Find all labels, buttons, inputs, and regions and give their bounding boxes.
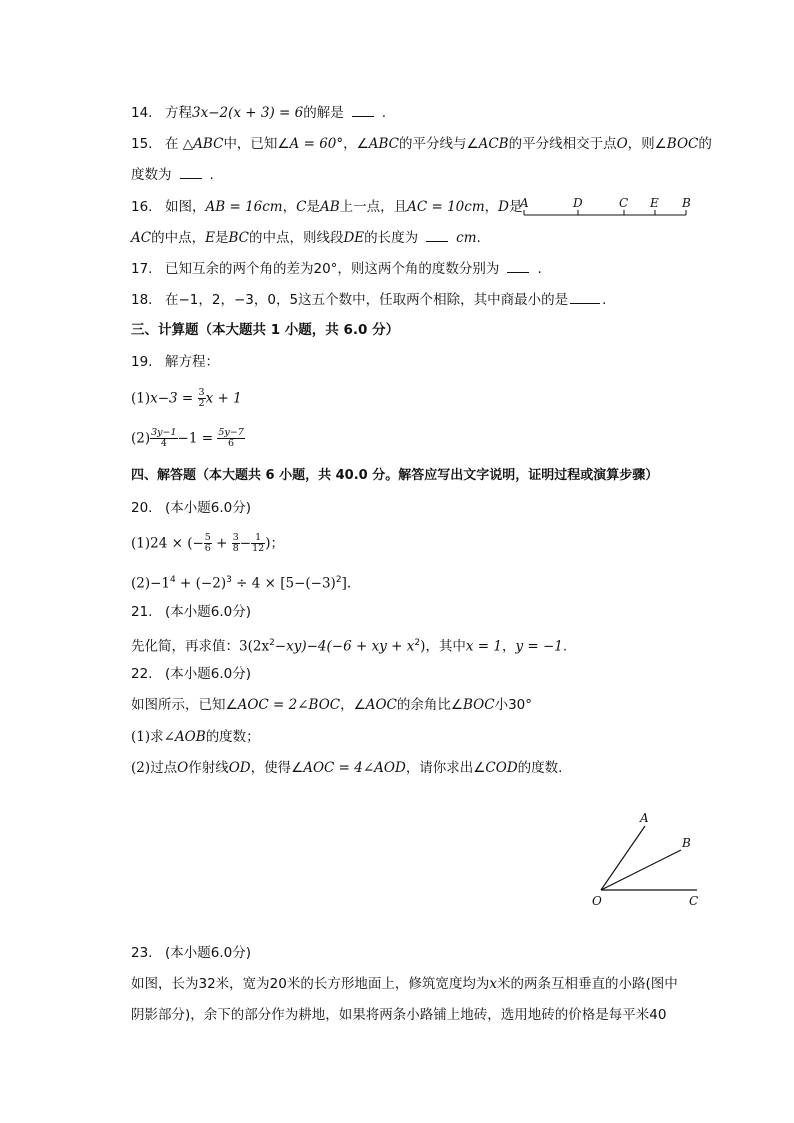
question-23-title: 23. (本小题6.0分): [131, 945, 252, 961]
question-23-line-2: 阴影部分)，余下的部分作为耕地，如果将两条小路铺上地砖，选用地砖的价格是每平米40: [131, 1007, 667, 1023]
fraction: $\frac{3}{2}$: [198, 387, 205, 409]
answer-blank[interactable]: [180, 166, 202, 179]
section-3-heading: 三、计算题（本大题共 1 小题，共 6.0 分）: [131, 322, 400, 338]
label-c: C: [689, 894, 699, 908]
question-21-body: 先化简，再求值：$3(2x^2-xy)-4(-6$ + xy + $x^2$)，其中x = 1，y = −1.: [131, 638, 568, 655]
fraction: $\frac{5y-7}{6}$: [218, 427, 244, 449]
answer-blank[interactable]: [570, 291, 600, 304]
question-19-title: 19. 解方程：: [131, 354, 219, 370]
question-16-line-1: 16. 如图，AB = 16cm，C是AB上一点，且AC = 10cm，D是: [131, 199, 523, 215]
question-15-line-2: 度数为 .: [131, 167, 214, 183]
label-d: D: [573, 196, 583, 210]
question-15-line-1: 15. 在 △ABC中，已知∠A = 60°，∠ABC的平分线与∠ACB的平分线相交于点O，则∠BOC的: [131, 136, 712, 152]
question-23-line-1: 如图，长为32米，宽为20米的长方形地面上，修筑宽度均为x米的两条互相垂直的小路(图中: [131, 976, 678, 992]
label-c: C: [619, 196, 629, 210]
label-b: B: [682, 196, 691, 210]
ray-oa: [601, 826, 645, 890]
question-20-part-1: (1)24 × (− $\frac{5}{6}$ + $\frac{3}{8}$ − $\frac{1}{12}$ )；: [131, 532, 284, 554]
fraction: $\frac{1}{12}$: [252, 532, 265, 554]
label-a: A: [640, 811, 649, 825]
answer-blank[interactable]: [426, 229, 448, 242]
question-16-line-2: AC的中点，E是BC的中点，则线段DE的长度为 cm.: [131, 230, 481, 246]
question-22-line-1: 如图所示，已知∠AOC = 2∠BOC，∠AOC的余角比∠BOC小30°: [131, 697, 533, 713]
question-17: 17. 已知互余的两个角的差为20°，则这两个角的度数分别为 .: [131, 261, 542, 277]
segment-figure: [516, 195, 696, 223]
question-22-title: 22. (本小题6.0分): [131, 666, 252, 682]
question-14: 14. 方程3x−2(x + 3) = 6的解是 .: [131, 105, 387, 121]
label-o: O: [592, 894, 602, 908]
question-22-part-1: (1)求∠AOB的度数；: [131, 729, 260, 745]
question-21-title: 21. (本小题6.0分): [131, 604, 252, 620]
answer-blank[interactable]: [507, 260, 529, 273]
fraction: $\frac{3y-1}{4}$: [151, 427, 177, 449]
question-22-part-2: (2)过点O作射线OD，使得∠AOC = 4∠AOD，请你求出∠COD的度数.: [131, 760, 563, 776]
label-b: B: [682, 836, 691, 850]
answer-blank[interactable]: [352, 104, 374, 117]
question-19-part-1: (1)x−3 = $\frac{3}{2}$ x + 1: [131, 387, 242, 409]
fraction: $\frac{3}{8}$: [232, 532, 239, 554]
label-a: A: [520, 196, 529, 210]
question-19-part-2: (2) $\frac{3y-1}{4}$ −1 = $\frac{5y-7}{6}$: [131, 427, 244, 449]
question-18: 18. 在−1，2，−3，0，5这五个数中，任取两个相除，其中商最小的是 .: [131, 292, 607, 308]
question-20-title: 20. (本小题6.0分): [131, 500, 252, 516]
angle-figure: [585, 808, 710, 910]
fraction: $\frac{5}{6}$: [204, 532, 211, 554]
label-e: E: [650, 196, 659, 210]
section-4-heading: 四、解答题（本大题共 6 小题，共 40.0 分。解答应写出文字说明，证明过程或演算步骤）: [131, 468, 659, 483]
ray-ob: [601, 850, 681, 890]
question-20-part-2: $(2)-1^4 + (-2)^3 \div 4 \times [5-(-3)^2]$.: [131, 575, 352, 592]
